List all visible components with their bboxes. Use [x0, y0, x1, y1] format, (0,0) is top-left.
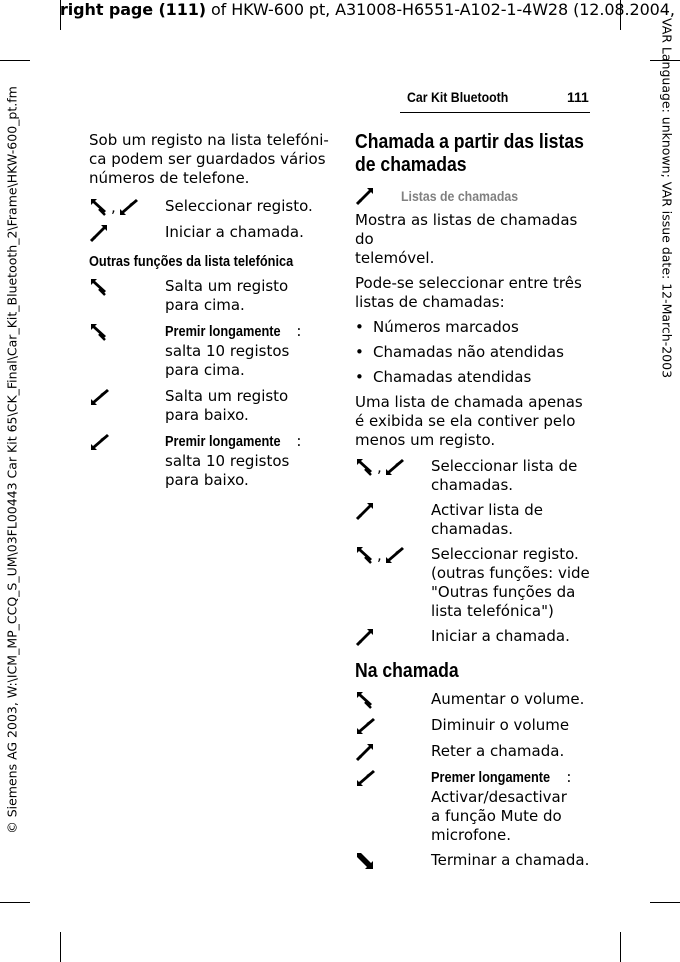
key-description: Iniciar a chamada. — [165, 223, 304, 241]
desc-line: (outras funções: vide — [431, 564, 590, 582]
paragraph-line: Uma lista de chamada apenas — [355, 393, 583, 411]
desc-line: Seleccionar registo. — [431, 545, 579, 563]
desc-line: chamadas. — [431, 520, 514, 538]
key-separator: , — [377, 457, 382, 476]
right-margin-text: VAR Language: unknown; VAR issue date: 12-March-2003 — [659, 17, 675, 379]
desc-line: lista telefónica") — [431, 602, 554, 620]
paragraph — [355, 274, 595, 312]
key-row-down-ten — [89, 432, 329, 490]
key-description — [431, 545, 590, 621]
key-group — [355, 768, 431, 788]
paragraph-line: listas de chamadas: — [355, 293, 505, 311]
desc-line: para cima. — [165, 296, 245, 314]
key-row-up-ten — [89, 322, 329, 380]
down-left-key-icon — [355, 716, 375, 736]
desc-line: salta 10 registos — [165, 452, 290, 470]
key-description: Aumentar o volume. — [431, 690, 585, 708]
up-left-key-icon — [355, 690, 375, 710]
crop-mark — [0, 60, 30, 61]
up-left-key-icon — [89, 277, 109, 297]
page-header-title: Car Kit Bluetooth — [407, 89, 509, 105]
paragraph-line: é exibida se ela contiver pelo — [355, 412, 576, 430]
key-description — [165, 432, 301, 490]
paragraph — [355, 393, 595, 450]
desc-line: para baixo. — [165, 406, 249, 424]
key-group — [89, 277, 165, 297]
list-item: • Chamadas não atendidas — [355, 343, 564, 361]
key-row-select-list — [355, 457, 595, 495]
key-group — [89, 322, 165, 342]
down-left-key-icon — [89, 387, 109, 407]
key-description — [431, 457, 577, 495]
desc-line: para cima. — [165, 361, 245, 379]
desc-line: chamadas. — [431, 476, 514, 494]
long-press-label: Premer longamente — [431, 770, 551, 786]
list-item-text: Números marcados — [373, 318, 519, 336]
key-group — [355, 716, 431, 736]
paragraph-line: Pode-se seleccionar entre três — [355, 274, 582, 292]
key-row-up-one — [89, 277, 329, 315]
key-row-end-call — [355, 851, 595, 871]
call-key-icon — [355, 501, 375, 521]
up-left-key-icon — [355, 457, 375, 477]
subheading-other-functions: Outras funções da lista telefónica — [89, 254, 294, 270]
key-description — [165, 277, 288, 315]
key-row-start-call — [355, 627, 595, 647]
desc-line: a função Mute do — [431, 807, 562, 825]
bullet-list — [355, 318, 595, 387]
key-row-start-call — [89, 223, 329, 243]
key-group — [355, 186, 401, 206]
intro-line: números de telefone. — [89, 169, 250, 187]
header-rule — [400, 112, 590, 113]
key-group — [355, 457, 431, 477]
desc-line: Activar/desactivar — [431, 788, 567, 806]
key-description: Reter a chamada. — [431, 742, 565, 760]
intro-paragraph — [89, 131, 329, 188]
key-group — [89, 223, 165, 243]
key-group — [355, 501, 431, 521]
crop-mark — [0, 902, 30, 903]
heading-line: de chamadas — [355, 154, 467, 176]
up-left-key-icon — [355, 545, 375, 565]
list-item: • Números marcados — [355, 318, 519, 336]
paragraph — [355, 211, 595, 268]
paragraph-line: menos um registo. — [355, 431, 496, 449]
intro-line: Sob um registo na lista telefóni- — [89, 131, 329, 149]
crop-mark — [60, 932, 61, 962]
key-row-select-entry — [89, 197, 329, 217]
menu-path-row — [355, 186, 595, 206]
key-group — [355, 627, 431, 647]
call-key-icon — [89, 223, 109, 243]
up-left-key-icon — [89, 197, 109, 217]
up-left-key-icon — [89, 322, 109, 342]
down-left-key-icon — [384, 457, 404, 477]
key-group — [89, 197, 165, 217]
paragraph-line: telemóvel. — [355, 249, 435, 267]
heading-during-call: Na chamada — [355, 660, 459, 682]
desc-line: microfone. — [431, 826, 512, 844]
file-info-bold: right page (111) — [60, 0, 206, 19]
desc-line: Salta um registo — [165, 387, 289, 405]
call-key-icon — [355, 186, 375, 206]
key-description — [165, 322, 301, 380]
key-row-down-one — [89, 387, 329, 425]
key-row-volume-up — [355, 690, 595, 710]
key-group — [89, 387, 165, 407]
paragraph-line: Mostra as listas de chamadas do — [355, 211, 578, 248]
down-left-key-icon — [384, 545, 404, 565]
key-description: Iniciar a chamada. — [431, 627, 570, 645]
desc-line: Activar lista de — [431, 501, 544, 519]
key-separator: , — [377, 545, 382, 564]
key-row-mute — [355, 768, 595, 845]
key-group — [89, 432, 165, 452]
file-info-line — [60, 0, 675, 19]
key-group — [355, 742, 431, 762]
list-item-text: Chamadas atendidas — [373, 368, 532, 386]
colon: : — [296, 322, 302, 340]
crop-mark — [650, 902, 680, 903]
key-description — [165, 387, 288, 425]
file-info-rest: of HKW-600 pt, A31008-H6551-A102-1-4W28 (12.08.2004, — [206, 0, 675, 19]
key-group — [355, 690, 431, 710]
key-description: Diminuir o volume — [431, 716, 570, 734]
desc-line: para baixo. — [165, 471, 249, 489]
key-description: Seleccionar registo. — [165, 197, 313, 215]
list-item-text: Chamadas não atendidas — [373, 343, 564, 361]
key-group — [355, 851, 431, 871]
end-key-icon — [355, 851, 375, 871]
heading-line: Chamada a partir das listas — [355, 131, 584, 153]
key-separator: , — [111, 197, 116, 216]
call-key-icon — [355, 742, 375, 762]
key-row-select-entry — [355, 545, 595, 621]
key-group — [355, 545, 431, 565]
desc-line: "Outras funções da — [431, 583, 576, 601]
long-press-label: Premir longamente — [165, 434, 281, 450]
crop-mark — [620, 932, 621, 962]
colon: : — [296, 432, 302, 450]
long-press-label: Premir longamente — [165, 324, 281, 340]
call-key-icon — [355, 627, 375, 647]
key-row-hold-call — [355, 742, 595, 762]
left-margin-text: © Siemens AG 2003, W:\ICM_MP_CCQ_S_UM\03FL00443 Car Kit 65\CK_Final\Car_Kit_Bluetooth_2\Frame\HKW-600_pt.fm — [4, 86, 20, 834]
page-number: 111 — [567, 89, 589, 105]
key-description: Terminar a chamada. — [431, 851, 590, 869]
key-description — [431, 501, 543, 539]
colon: : — [566, 768, 572, 786]
key-row-activate-list — [355, 501, 595, 539]
heading-call-lists — [355, 131, 584, 177]
menu-path-label: Listas de chamadas — [401, 188, 519, 204]
key-row-volume-down — [355, 716, 595, 736]
right-column — [355, 131, 595, 871]
desc-line: Salta um registo — [165, 277, 289, 295]
desc-line: Seleccionar lista de — [431, 457, 578, 475]
key-description — [431, 768, 571, 845]
left-column — [89, 131, 329, 490]
down-left-key-icon — [355, 768, 375, 788]
intro-line: ca podem ser guardados vários — [89, 150, 326, 168]
down-left-key-icon — [118, 197, 138, 217]
desc-line: salta 10 registos — [165, 342, 290, 360]
down-left-key-icon — [89, 432, 109, 452]
list-item: • Chamadas atendidas — [355, 368, 532, 386]
